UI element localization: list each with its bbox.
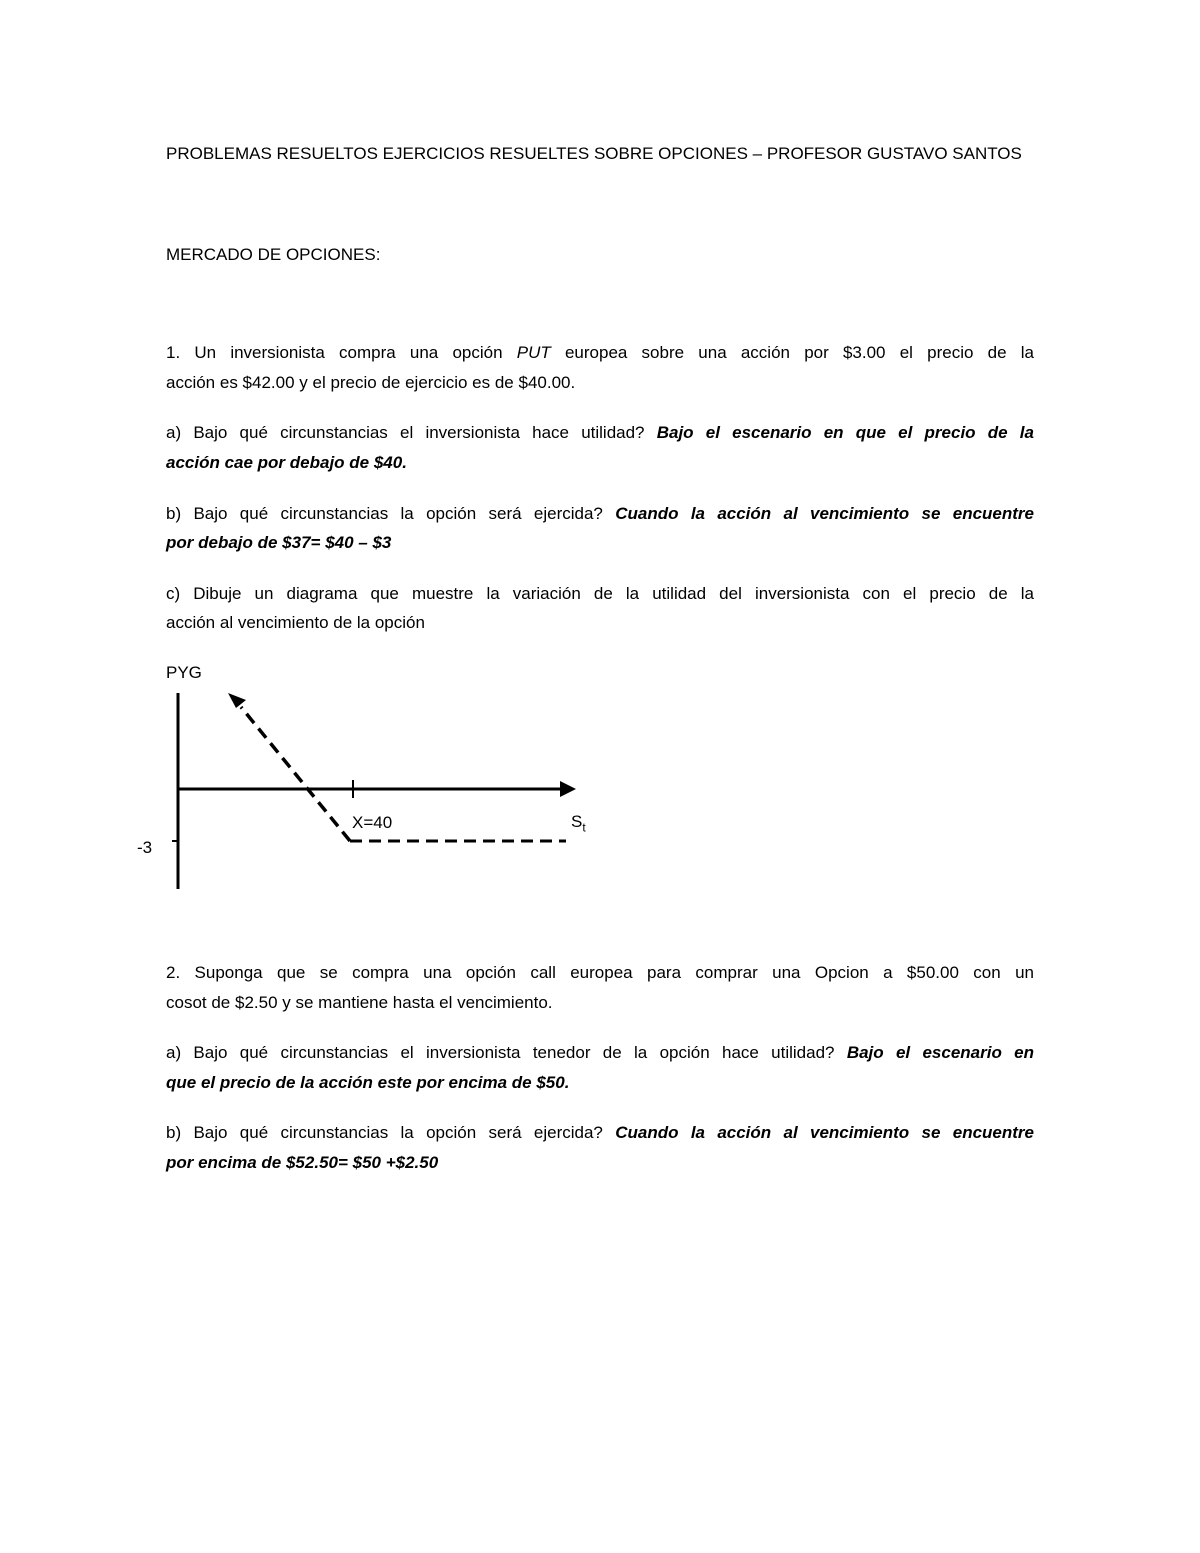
problem1-question-b <box>166 503 1034 525</box>
problem2-statement-line1: 2. Suponga que se compra una opción call europea para comprar una Opcion a $50.00 con un <box>166 963 1034 982</box>
x-axis-label-subscript: t <box>582 820 586 835</box>
problem1-statement-line2: acción es $42.00 y el precio de ejercicio es de $40.00. <box>166 373 576 392</box>
question-text: b) Bajo qué circunstancias la opción será ejercida? <box>166 504 616 523</box>
diagram-y-axis-label: PYG <box>166 663 202 682</box>
problem1-statement-line1 <box>166 342 1034 364</box>
problem1-text: europea sobre una acción por $3.00 el precio de la <box>550 343 1034 362</box>
problem2-question-b <box>166 1122 1034 1144</box>
answer-text: Cuando la acción al vencimiento se encuentre <box>615 504 1035 523</box>
answer-text: Bajo el escenario en <box>846 1043 1034 1062</box>
question-text: a) Bajo qué circunstancias el inversionista tenedor de la opción hace utilidad? <box>166 1043 847 1062</box>
question-text: b) Bajo qué circunstancias la opción será ejercida? <box>166 1123 616 1142</box>
problem1-question-a <box>166 422 1034 444</box>
diagram-strike-label: X=40 <box>352 813 393 832</box>
problem1-answer-b-line2: por debajo de $37= $40 – $3 <box>166 533 392 552</box>
answer-text: Cuando la acción al vencimiento se encuentre <box>615 1123 1035 1142</box>
question-text: a) Bajo qué circunstancias el inversionista hace utilidad? <box>166 423 657 442</box>
x-axis-label-main: S <box>571 812 583 831</box>
problem2-answer-a-line2: que el precio de la acción este por encima de $50. <box>166 1073 570 1092</box>
problem1-answer-a-line2: acción cae por debajo de $40. <box>166 453 407 472</box>
payoff-profit-segment <box>241 707 350 841</box>
problem2-answer-b-line2: por encima de $52.50= $50 +$2.50 <box>166 1153 439 1172</box>
problem2-statement-line2: cosot de $2.50 y se mantiene hasta el vencimiento. <box>166 993 553 1012</box>
diagram-loss-label: -3 <box>137 838 153 857</box>
x-axis-arrow-icon <box>560 781 576 797</box>
section-heading: MERCADO DE OPCIONES: <box>166 245 381 264</box>
problem2-question-a <box>166 1042 1034 1064</box>
payoff-arrow-icon <box>228 693 246 708</box>
put-term: PUT <box>516 343 551 362</box>
problem1-text: 1. Un inversionista compra una opción <box>166 343 517 362</box>
put-payoff-diagram <box>120 660 590 895</box>
document-title: PROBLEMAS RESUELTOS EJERCICIOS RESUELTES SOBRE OPCIONES – PROFESOR GUSTAVO SANTOS <box>166 144 1022 163</box>
problem1-question-c-line2: acción al vencimiento de la opción <box>166 613 425 632</box>
answer-text: Bajo el escenario en que el precio de la <box>656 423 1034 442</box>
problem1-question-c: c) Dibuje un diagrama que muestre la variación de la utilidad del inversionista con el precio de la <box>166 584 1034 603</box>
